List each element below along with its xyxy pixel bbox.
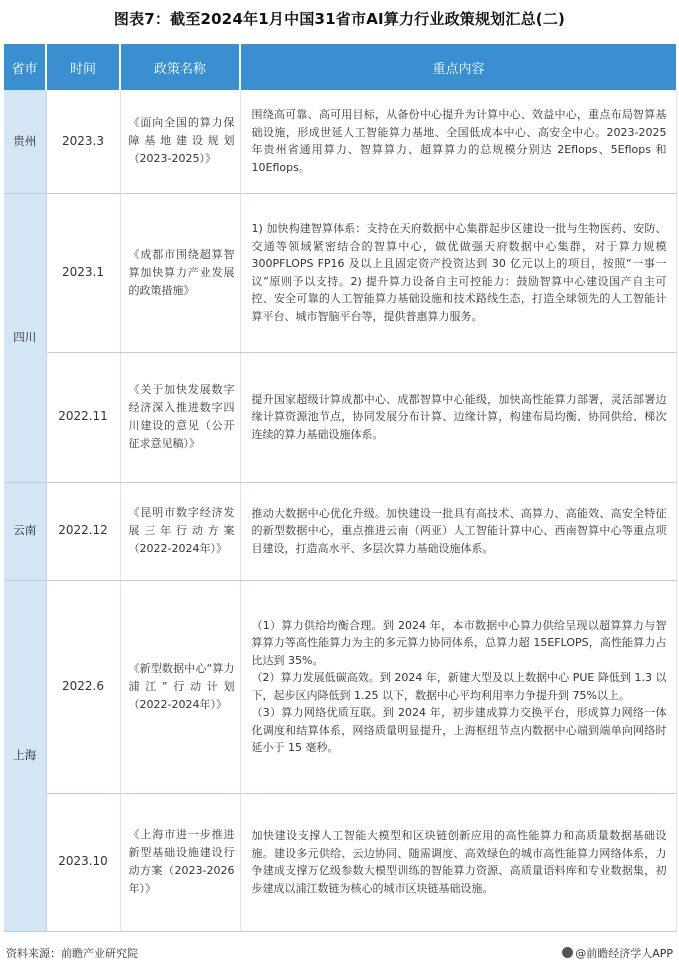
brand-credit: [562, 945, 673, 961]
table-row: [4, 793, 676, 931]
policy-name-cell: 《关于加快发展数字经济深入推进数字四川建设的意见（公开征求意见稿）》: [120, 352, 240, 482]
province-cell: 贵州: [4, 90, 46, 193]
time-cell: 2023.1: [46, 193, 120, 352]
province-cell: 云南: [4, 482, 46, 580]
content-cell: 提升国家超级计算成都中心、成都智算中心能级，加快高性能算力部署，灵活部署边缘计算资源池节点，协同发展分布计算、边缘计算，构建布局均衡、协同供给、梯次连续的算力基础设施体系。: [240, 352, 676, 482]
chart-title: 图表7：截至2024年1月中国31省市AI算力行业政策规划汇总(二): [113, 10, 566, 28]
content-item: （2）算力发展低碳高效。到 2024 年，新建大型及以上数据中心 PUE 降低到 1.3 以下，起步区内降低到 1.25 以下，数据中心平均利用率力争提升到 75%以上。: [251, 671, 667, 702]
time-cell: 2022.11: [46, 352, 120, 482]
content-cell: 1) 加快构建智算体系：支持在天府数据中心集群起步区建设一批与生物医药、安防、交通等领域紧密结合的智算中心，做优做强天府数据中心集群，对于算力规模 300PFLOPS FP16 及以上且固定资产投资达到 30 亿元以上的项目，按照“一事一议”原则予以支持。2) 提升算力设备自主可控能力：鼓励智算中心建设国产自主可控、安全可靠的人工智能算力基础设施和技术路线生态，打造全球领先的人工智能计算平台、城市智脑平台等，提供普惠算力服务。: [240, 193, 676, 352]
content-cell: 围绕高可靠、高可用目标，从备份中心提升为计算中心、效益中心，重点布局智算基础设施，形成世延人工智能算力基地、全国低成本中心、高安全中心。2023-2025 年贵州省通用算力、智算算力、超算算力的总规模分别达 2Eflops、5Eflops 和 10Eflops。: [240, 90, 676, 193]
content-cell: [240, 580, 676, 793]
header-time: 时间: [46, 44, 120, 90]
table-row: [4, 482, 676, 580]
header-province: 省市: [4, 44, 46, 90]
content-item: （1）算力供给均衡合理。到 2024 年，本市数据中心算力供给呈现以超算算力与智算算力等高性能算力为主的多元算力协同体系，总算力超 15EFLOPS，高性能算力占比达到 35%。: [251, 618, 667, 667]
table-header-row: [4, 44, 676, 90]
time-cell: 2023.10: [46, 793, 120, 931]
policy-name-cell: 《昆明市数字经济发展三年行动方案（2022-2024年）》: [120, 482, 240, 580]
time-cell: 2023.3: [46, 90, 120, 193]
content-item: （3）算力网络优质互联。到 2024 年，初步建成算力交换平台，形成算力网络一体化调度和结算体系，网络质量明显提升，上海枢纽节点内数据中心端到端单向网络时延小于 15 毫秒。: [251, 706, 667, 754]
content-cell: 加快建设支撑人工智能大模型和区块链创新应用的高性能算力和高质量数据基础设施。建设多元供给、云边协同、随需调度、高效绿色的城市高性能算力网络体系，力争建成支撑万亿级参数大模型训练的智能算力资源、高质量语料库和专业数据集，初步建成以浦江数链为核心的城市区块链基础设施。: [240, 793, 676, 931]
province-cell: 上海: [4, 580, 46, 931]
policy-table: [4, 44, 677, 932]
policy-name-cell: 《面向全国的算力保障基地建设规划（2023-2025）》: [120, 90, 240, 193]
province-cell: 四川: [4, 193, 46, 482]
table-row: [4, 352, 676, 482]
policy-name-cell: 《成都市围绕超算智算加快算力产业发展的政策措施》: [120, 193, 240, 352]
brand-text: @前瞻经济学人APP: [575, 947, 673, 960]
source-note: 资料来源：前瞻产业研究院: [6, 947, 138, 960]
policy-name-cell: 《上海市进一步推进新型基础设施建设行动方案（2023-2026年）》: [120, 793, 240, 931]
header-content: 重点内容: [240, 44, 676, 90]
table-row: [4, 580, 676, 793]
header-policy: 政策名称: [120, 44, 240, 90]
time-cell: 2022.12: [46, 482, 120, 580]
content-cell: 推动大数据中心优化升级。加快建设一批具有高技术、高算力、高能效、高安全特征的新型数据中心，重点推进云南（两亚）人工智能计算中心、西南智算中心等重点项目建设，打造高水平、多层次算力基础设施体系。: [240, 482, 676, 580]
table-row: [4, 90, 676, 193]
policy-name-cell: 《新型数据中心“算力浦江”行动计划（2022-2024年）》: [120, 580, 240, 793]
time-cell: 2022.6: [46, 580, 120, 793]
table-row: [4, 193, 676, 352]
brand-logo-icon: [562, 947, 573, 958]
